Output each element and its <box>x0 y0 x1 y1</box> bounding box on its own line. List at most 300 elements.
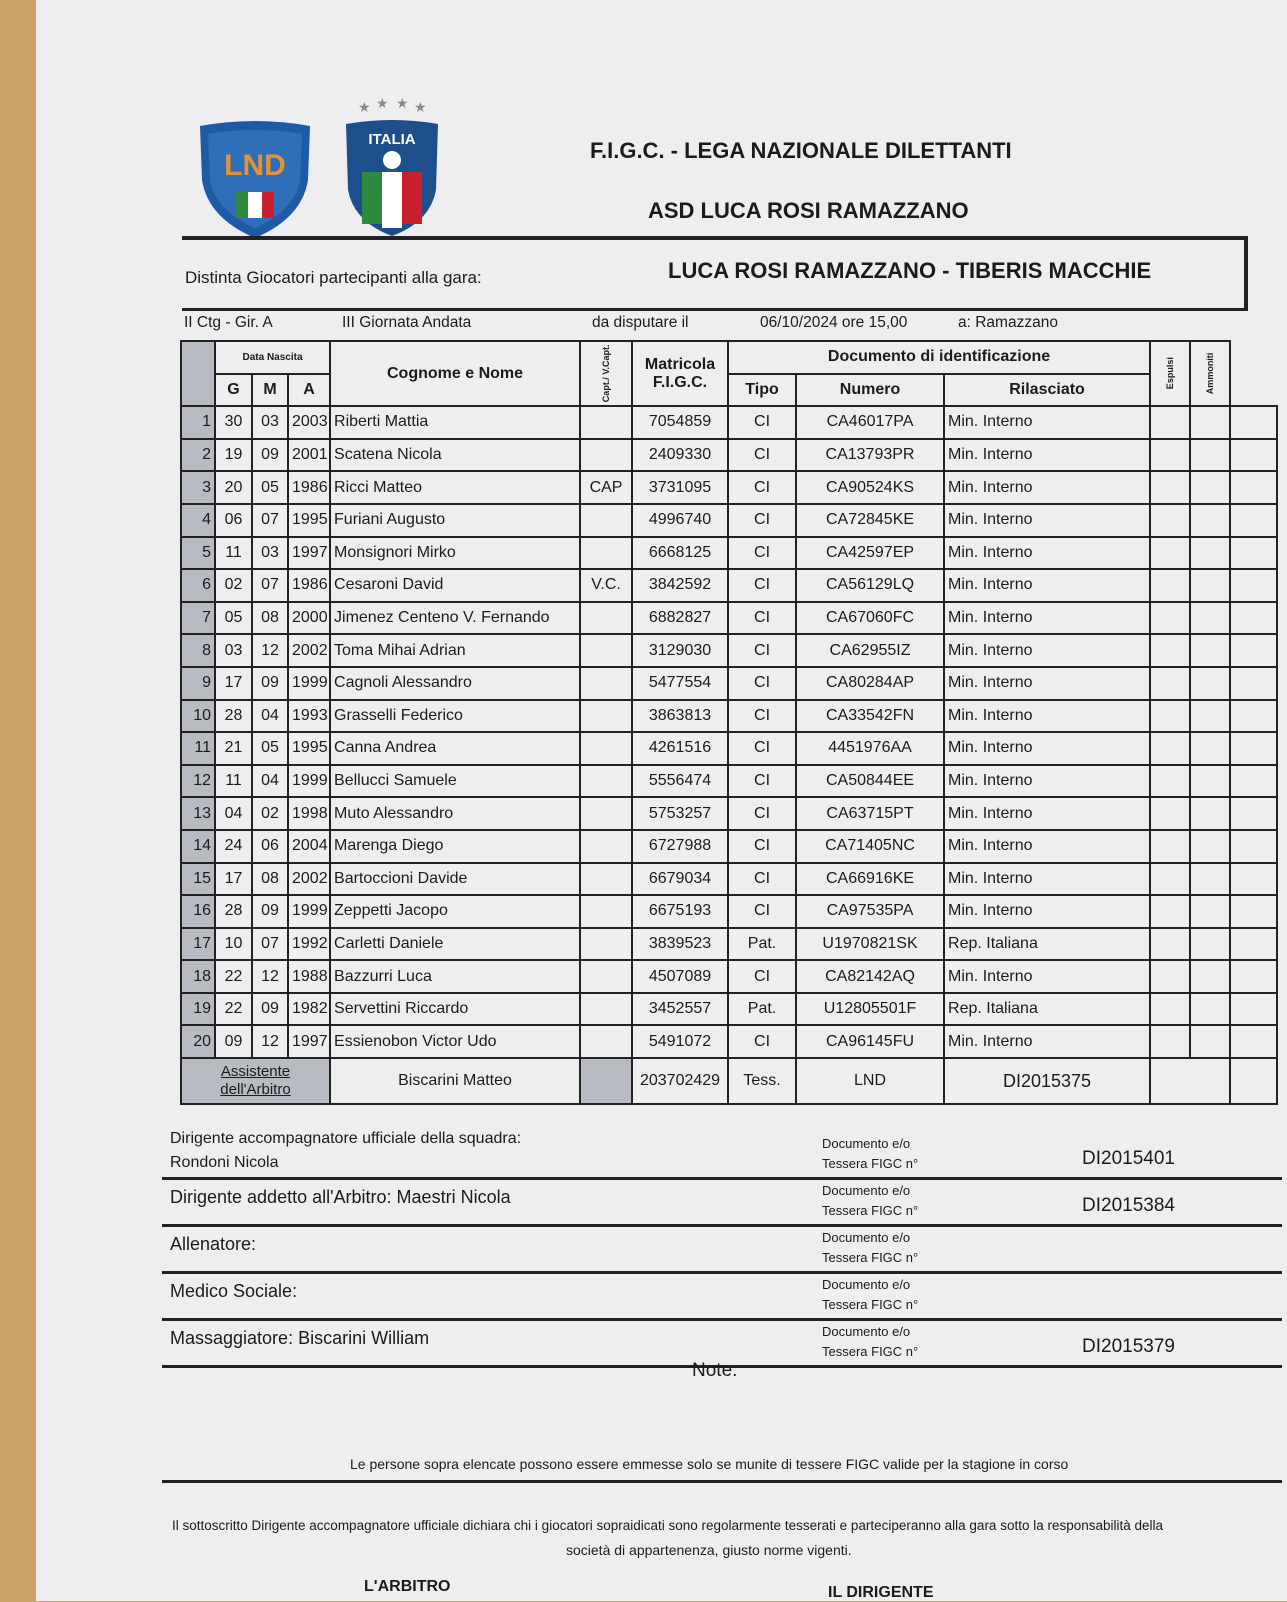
doc-tipo: CI <box>728 863 796 896</box>
doc-tipo: CI <box>728 732 796 765</box>
player-name: Essienobon Victor Udo <box>330 1025 580 1058</box>
matricola: 7054859 <box>632 406 728 439</box>
espulsi-cell <box>1150 700 1190 733</box>
staff-sublabel: Rondoni Nicola <box>170 1154 279 1171</box>
doc-rilasciato: Min. Interno <box>944 863 1150 896</box>
espulsi-cell <box>1150 993 1190 1026</box>
player-name: Bartoccioni Davide <box>330 863 580 896</box>
row-number: 8 <box>181 634 215 667</box>
matricola-header-line2: F.I.G.C. <box>652 373 708 391</box>
player-name: Monsignori Mirko <box>330 537 580 570</box>
player-row <box>181 406 1277 439</box>
birth-day: 22 <box>215 993 252 1026</box>
assistente-empty <box>1150 1058 1230 1104</box>
note-label: Note: <box>692 1360 738 1381</box>
birth-month: 09 <box>252 667 288 700</box>
player-row <box>181 928 1277 961</box>
row-number: 18 <box>181 960 215 993</box>
ammoniti-cell <box>1190 928 1230 961</box>
player-name: Zeppetti Jacopo <box>330 895 580 928</box>
birth-day: 21 <box>215 732 252 765</box>
player-name: Scatena Nicola <box>330 439 580 472</box>
doc-tipo: CI <box>728 569 796 602</box>
player-name: Bazzurri Luca <box>330 960 580 993</box>
doc-tipo: CI <box>728 406 796 439</box>
captain-mark <box>580 732 632 765</box>
captain-mark: V.C. <box>580 569 632 602</box>
birth-month: 06 <box>252 830 288 863</box>
row-number: 7 <box>181 602 215 635</box>
captain-mark <box>580 895 632 928</box>
assistente-name: Biscarini Matteo <box>330 1058 580 1104</box>
row-number: 6 <box>181 569 215 602</box>
svg-text:★: ★ <box>358 99 371 115</box>
matricola: 4996740 <box>632 504 728 537</box>
doc-rilasciato: Min. Interno <box>944 634 1150 667</box>
rilasciato-header: Rilasciato <box>944 374 1150 407</box>
player-name: Bellucci Samuele <box>330 765 580 798</box>
assistente-row <box>181 1058 1277 1104</box>
row-number: 15 <box>181 863 215 896</box>
row-number-header <box>181 341 215 406</box>
svg-text:ITALIA: ITALIA <box>368 131 416 148</box>
figc-italia-logo <box>344 98 440 238</box>
captain-mark <box>580 406 632 439</box>
doc-rilasciato: Min. Interno <box>944 765 1150 798</box>
player-row <box>181 1025 1277 1058</box>
birth-year: 1982 <box>288 993 330 1026</box>
matricola: 5491072 <box>632 1025 728 1058</box>
doc-numero: CA13793PR <box>796 439 944 472</box>
data-nascita-header: Data Nascita <box>215 341 330 374</box>
player-row <box>181 895 1277 928</box>
doc-tipo: CI <box>728 1025 796 1058</box>
doc-numero: CA80284AP <box>796 667 944 700</box>
player-row <box>181 765 1277 798</box>
ammoniti-cell <box>1190 765 1230 798</box>
doc-numero: CA46017PA <box>796 406 944 439</box>
player-row <box>181 634 1277 667</box>
captain-mark <box>580 667 632 700</box>
category: II Ctg - Gir. A <box>184 314 273 331</box>
numero-header: Numero <box>796 374 944 407</box>
staff-row <box>162 1177 1282 1227</box>
captain-mark <box>580 928 632 961</box>
dirigente-signature-label: IL DIRIGENTE <box>828 1584 934 1601</box>
birth-month: 07 <box>252 928 288 961</box>
player-name: Ricci Matteo <box>330 471 580 504</box>
doc-rilasciato: Rep. Italiana <box>944 928 1150 961</box>
staff-label: Allenatore: <box>170 1234 257 1254</box>
extra-cell <box>1230 797 1277 830</box>
captain-mark <box>580 700 632 733</box>
doc-numero: CA67060FC <box>796 602 944 635</box>
staff-doc-label-1: Documento e/o <box>822 1136 911 1151</box>
giornata: III Giornata Andata <box>342 314 472 331</box>
espulsi-cell <box>1150 830 1190 863</box>
ammoniti-cell <box>1190 537 1230 570</box>
birth-month: 09 <box>252 439 288 472</box>
row-number: 19 <box>181 993 215 1026</box>
espulsi-cell <box>1150 471 1190 504</box>
captain-mark <box>580 765 632 798</box>
tipo-header: Tipo <box>728 374 796 407</box>
disclaimer: Le persone sopra elencate possono essere emmesse solo se munite di tessere FIGC valide per la stagione in corso <box>350 1456 1069 1472</box>
extra-cell <box>1230 830 1277 863</box>
row-number: 14 <box>181 830 215 863</box>
doc-numero: U1970821SK <box>796 928 944 961</box>
birth-year: 2002 <box>288 634 330 667</box>
club-title: ASD LUCA ROSI RAMAZZANO <box>648 198 969 223</box>
extra-cell <box>1230 700 1277 733</box>
ammoniti-header: Ammoniti <box>1190 341 1230 406</box>
matricola-header <box>632 341 728 406</box>
divider <box>162 1480 1282 1483</box>
svg-text:LND: LND <box>224 149 286 182</box>
staff-doc-label-1: Documento e/o <box>822 1277 911 1292</box>
svg-text:★: ★ <box>376 98 389 111</box>
matricola: 6668125 <box>632 537 728 570</box>
row-number: 16 <box>181 895 215 928</box>
birth-month: 08 <box>252 863 288 896</box>
staff-doc-label-2: Tessera FIGC n° <box>822 1156 919 1171</box>
birth-month: 05 <box>252 471 288 504</box>
row-number: 17 <box>181 928 215 961</box>
birth-month: 07 <box>252 504 288 537</box>
birth-year: 2000 <box>288 602 330 635</box>
birth-month: 05 <box>252 732 288 765</box>
birth-day: 20 <box>215 471 252 504</box>
birth-year: 1997 <box>288 1025 330 1058</box>
doc-tipo: CI <box>728 634 796 667</box>
birth-year: 2004 <box>288 830 330 863</box>
player-name: Marenga Diego <box>330 830 580 863</box>
declaration-line2: società di appartenenza, giusto norme vigenti. <box>566 1542 852 1558</box>
extra-cell <box>1230 634 1277 667</box>
espulsi-cell <box>1150 863 1190 896</box>
doc-numero: 4451976AA <box>796 732 944 765</box>
name-header: Cognome e Nome <box>330 341 580 406</box>
staff-document-value: DI2015384 <box>1082 1195 1175 1216</box>
doc-rilasciato: Min. Interno <box>944 569 1150 602</box>
birth-year: 1992 <box>288 928 330 961</box>
captain-mark <box>580 537 632 570</box>
match-title: LUCA ROSI RAMAZZANO - TIBERIS MACCHIE <box>668 258 1152 283</box>
doc-rilasciato: Min. Interno <box>944 537 1150 570</box>
doc-rilasciato: Min. Interno <box>944 406 1150 439</box>
captain-mark <box>580 863 632 896</box>
ammoniti-cell <box>1190 569 1230 602</box>
doc-tipo: CI <box>728 895 796 928</box>
doc-tipo: CI <box>728 504 796 537</box>
birth-year: 2002 <box>288 863 330 896</box>
player-name: Furiani Augusto <box>330 504 580 537</box>
doc-tipo: CI <box>728 765 796 798</box>
row-number: 13 <box>181 797 215 830</box>
birth-month: 03 <box>252 406 288 439</box>
ammoniti-cell <box>1190 993 1230 1026</box>
distinta-label: Distinta Giocatori partecipanti alla gara: <box>185 268 482 287</box>
birth-day: 11 <box>215 765 252 798</box>
birth-day: 04 <box>215 797 252 830</box>
extra-cell <box>1230 1025 1277 1058</box>
birth-month: 09 <box>252 993 288 1026</box>
extra-cell <box>1230 765 1277 798</box>
assistente-label <box>181 1058 330 1104</box>
documento-header: Documento di identificazione <box>728 341 1150 374</box>
assistente-tipo: Tess. <box>728 1058 796 1104</box>
birth-year: 1986 <box>288 471 330 504</box>
staff-row <box>162 1130 1282 1180</box>
birth-month: 02 <box>252 797 288 830</box>
svg-text:★: ★ <box>396 98 409 111</box>
doc-numero: CA56129LQ <box>796 569 944 602</box>
espulsi-cell <box>1150 406 1190 439</box>
birth-month: 12 <box>252 1025 288 1058</box>
staff-doc-label-1: Documento e/o <box>822 1324 911 1339</box>
doc-numero: CA97535PA <box>796 895 944 928</box>
birth-month: 09 <box>252 895 288 928</box>
birth-year: 1997 <box>288 537 330 570</box>
espulsi-cell <box>1150 602 1190 635</box>
doc-rilasciato: Min. Interno <box>944 504 1150 537</box>
player-row <box>181 471 1277 504</box>
match-location: a: Ramazzano <box>958 314 1058 331</box>
espulsi-cell <box>1150 439 1190 472</box>
extra-cell <box>1230 602 1277 635</box>
matricola: 3129030 <box>632 634 728 667</box>
matricola: 3839523 <box>632 928 728 961</box>
assistente-label-line2: dell'Arbitro <box>220 1081 291 1099</box>
birth-day: 03 <box>215 634 252 667</box>
doc-rilasciato: Min. Interno <box>944 830 1150 863</box>
doc-tipo: CI <box>728 960 796 993</box>
player-row <box>181 830 1277 863</box>
espulsi-cell <box>1150 797 1190 830</box>
doc-rilasciato: Min. Interno <box>944 895 1150 928</box>
birth-day: 10 <box>215 928 252 961</box>
lnd-logo <box>196 120 314 240</box>
extra-cell <box>1230 993 1277 1026</box>
doc-tipo: CI <box>728 537 796 570</box>
assistente-matricola: 203702429 <box>632 1058 728 1104</box>
doc-rilasciato: Min. Interno <box>944 1025 1150 1058</box>
player-row <box>181 700 1277 733</box>
assistente-numero: LND <box>796 1058 944 1104</box>
captain-mark <box>580 830 632 863</box>
matricola: 4261516 <box>632 732 728 765</box>
birth-day: 19 <box>215 439 252 472</box>
anno-header: A <box>288 374 330 407</box>
captain-header: Capt./ V.Capt. <box>580 341 632 406</box>
staff-document-value: DI2015379 <box>1082 1336 1175 1357</box>
doc-numero: CA50844EE <box>796 765 944 798</box>
doc-rilasciato: Min. Interno <box>944 667 1150 700</box>
doc-numero: CA82142AQ <box>796 960 944 993</box>
extra-cell <box>1230 471 1277 504</box>
extra-cell <box>1230 537 1277 570</box>
table-header <box>181 341 1277 406</box>
doc-tipo: Pat. <box>728 928 796 961</box>
captain-mark <box>580 960 632 993</box>
extra-cell <box>1230 406 1277 439</box>
player-row <box>181 960 1277 993</box>
player-name: Toma Mihai Adrian <box>330 634 580 667</box>
matricola: 3863813 <box>632 700 728 733</box>
giorno-header: G <box>215 374 252 407</box>
row-number: 5 <box>181 537 215 570</box>
ammoniti-cell <box>1190 439 1230 472</box>
matricola: 6679034 <box>632 863 728 896</box>
staff-doc-label-1: Documento e/o <box>822 1183 911 1198</box>
ammoniti-cell <box>1190 732 1230 765</box>
doc-tipo: CI <box>728 700 796 733</box>
doc-numero: CA90524KS <box>796 471 944 504</box>
player-name: Cesaroni David <box>330 569 580 602</box>
player-name: Servettini Riccardo <box>330 993 580 1026</box>
staff-row <box>162 1224 1282 1274</box>
matricola: 3731095 <box>632 471 728 504</box>
birth-year: 2003 <box>288 406 330 439</box>
birth-month: 04 <box>252 765 288 798</box>
doc-numero: CA42597EP <box>796 537 944 570</box>
birth-month: 08 <box>252 602 288 635</box>
player-row <box>181 797 1277 830</box>
matricola: 5753257 <box>632 797 728 830</box>
birth-year: 1988 <box>288 960 330 993</box>
matricola: 5556474 <box>632 765 728 798</box>
staff-doc-label-1: Documento e/o <box>822 1230 911 1245</box>
espulsi-cell <box>1150 895 1190 928</box>
matricola: 2409330 <box>632 439 728 472</box>
doc-numero: CA71405NC <box>796 830 944 863</box>
birth-day: 30 <box>215 406 252 439</box>
extra-cell <box>1230 667 1277 700</box>
captain-mark <box>580 504 632 537</box>
assistente-label-line1: Assistente <box>220 1063 291 1081</box>
matricola: 6727988 <box>632 830 728 863</box>
birth-month: 03 <box>252 537 288 570</box>
birth-day: 05 <box>215 602 252 635</box>
row-number: 20 <box>181 1025 215 1058</box>
espulsi-cell <box>1150 504 1190 537</box>
player-row <box>181 537 1277 570</box>
birth-month: 12 <box>252 634 288 667</box>
birth-year: 1998 <box>288 797 330 830</box>
da-disputare-label: da disputare il <box>592 314 689 331</box>
row-number: 12 <box>181 765 215 798</box>
staff-doc-label-2: Tessera FIGC n° <box>822 1344 919 1359</box>
player-name: Jimenez Centeno V. Fernando <box>330 602 580 635</box>
extra-cell <box>1230 439 1277 472</box>
captain-mark <box>580 439 632 472</box>
extra-cell <box>1230 732 1277 765</box>
doc-rilasciato: Min. Interno <box>944 960 1150 993</box>
matricola: 4507089 <box>632 960 728 993</box>
svg-text:★: ★ <box>414 99 427 115</box>
ammoniti-cell <box>1190 797 1230 830</box>
captain-mark <box>580 1025 632 1058</box>
staff-document-value: DI2015401 <box>1082 1148 1175 1169</box>
staff-doc-label-2: Tessera FIGC n° <box>822 1297 919 1312</box>
espulsi-cell <box>1150 634 1190 667</box>
row-number: 2 <box>181 439 215 472</box>
ammoniti-cell <box>1190 602 1230 635</box>
player-row <box>181 504 1277 537</box>
assistente-rilasciato: DI2015375 <box>944 1058 1150 1104</box>
ammoniti-cell <box>1190 667 1230 700</box>
player-row <box>181 667 1277 700</box>
staff-row <box>162 1271 1282 1321</box>
matricola: 6882827 <box>632 602 728 635</box>
birth-day: 17 <box>215 667 252 700</box>
doc-numero: CA63715PT <box>796 797 944 830</box>
birth-month: 04 <box>252 700 288 733</box>
player-rows <box>181 406 1277 1058</box>
staff-label: Dirigente addetto all'Arbitro: Maestri Nicola <box>170 1187 511 1207</box>
mese-header: M <box>252 374 288 407</box>
doc-rilasciato: Min. Interno <box>944 797 1150 830</box>
doc-rilasciato: Min. Interno <box>944 602 1150 635</box>
ammoniti-cell <box>1190 895 1230 928</box>
matricola-header-line1: Matricola <box>644 355 716 373</box>
extra-cell <box>1230 928 1277 961</box>
player-name: Carletti Daniele <box>330 928 580 961</box>
espulsi-header: Espulsi <box>1150 341 1190 406</box>
espulsi-cell <box>1150 1025 1190 1058</box>
player-name: Muto Alessandro <box>330 797 580 830</box>
birth-year: 1993 <box>288 700 330 733</box>
captain-mark <box>580 602 632 635</box>
player-name: Grasselli Federico <box>330 700 580 733</box>
birth-day: 09 <box>215 1025 252 1058</box>
player-name: Cagnoli Alessandro <box>330 667 580 700</box>
ammoniti-cell <box>1190 471 1230 504</box>
birth-day: 28 <box>215 895 252 928</box>
doc-rilasciato: Min. Interno <box>944 732 1150 765</box>
birth-day: 11 <box>215 537 252 570</box>
matricola: 6675193 <box>632 895 728 928</box>
ammoniti-cell <box>1190 830 1230 863</box>
birth-day: 17 <box>215 863 252 896</box>
birth-day: 22 <box>215 960 252 993</box>
ammoniti-cell <box>1190 700 1230 733</box>
player-row <box>181 732 1277 765</box>
doc-numero: CA33542FN <box>796 700 944 733</box>
doc-rilasciato: Min. Interno <box>944 700 1150 733</box>
ammoniti-cell <box>1190 504 1230 537</box>
extra-cell <box>1230 895 1277 928</box>
birth-month: 12 <box>252 960 288 993</box>
doc-rilasciato: Min. Interno <box>944 471 1150 504</box>
captain-mark <box>580 634 632 667</box>
birth-year: 1995 <box>288 504 330 537</box>
captain-mark <box>580 797 632 830</box>
arbitro-signature-label: L'ARBITRO <box>364 1578 451 1595</box>
ammoniti-cell <box>1190 406 1230 439</box>
doc-tipo: CI <box>728 667 796 700</box>
federation-title: F.I.G.C. - LEGA NAZIONALE DILETTANTI <box>590 138 1012 163</box>
player-row <box>181 602 1277 635</box>
player-row <box>181 569 1277 602</box>
assistente-capt <box>580 1058 632 1104</box>
doc-numero: CA62955IZ <box>796 634 944 667</box>
doc-numero: CA96145FU <box>796 1025 944 1058</box>
espulsi-cell <box>1150 732 1190 765</box>
birth-year: 1995 <box>288 732 330 765</box>
birth-year: 2001 <box>288 439 330 472</box>
birth-day: 24 <box>215 830 252 863</box>
